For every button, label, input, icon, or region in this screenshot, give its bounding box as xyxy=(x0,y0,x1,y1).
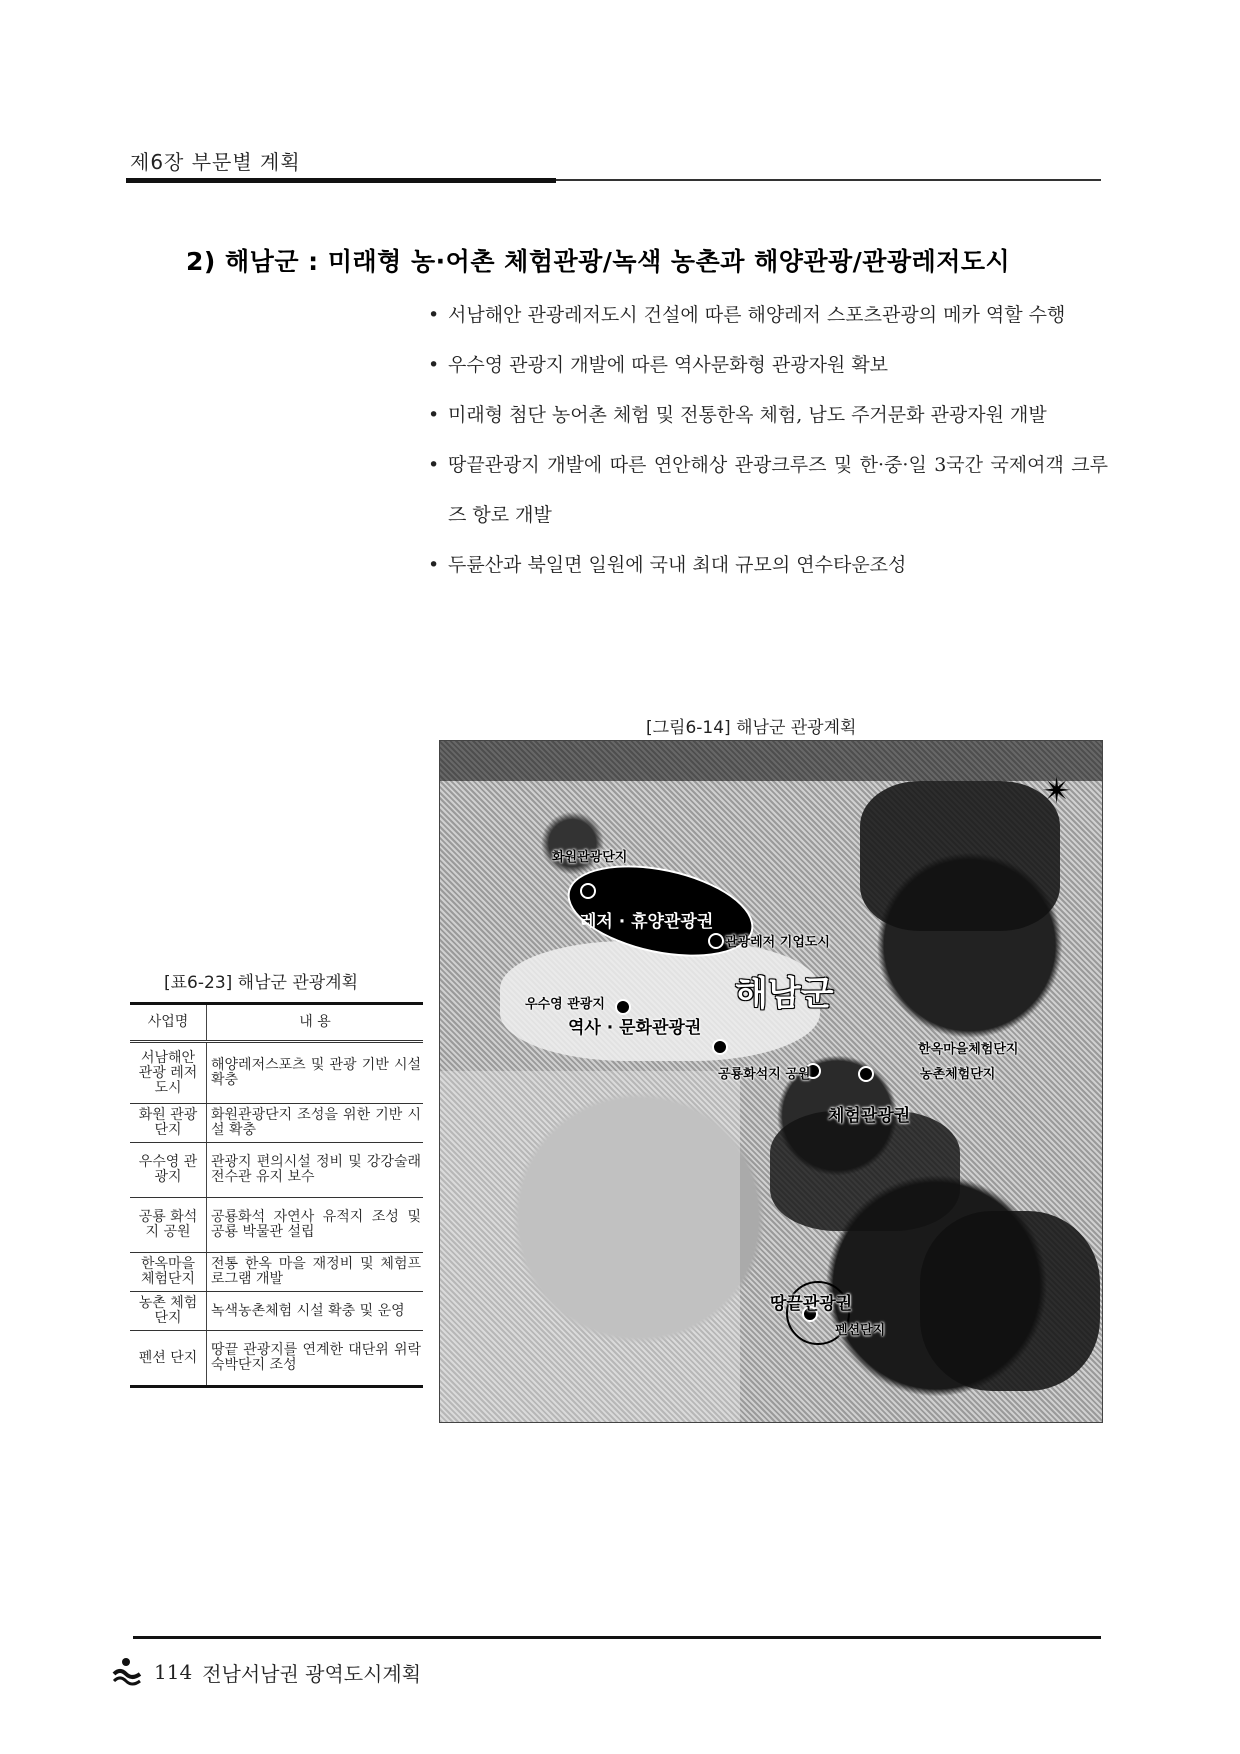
map-terrain xyxy=(860,781,1060,931)
project-name: 펜션 단지 xyxy=(130,1331,207,1387)
project-name: 서남해안 관광 레저도시 xyxy=(130,1042,207,1104)
map-label-ttangkkeut-zone: 땅끝관광권 xyxy=(770,1294,853,1314)
tourism-map xyxy=(439,740,1103,1423)
map-terrain xyxy=(770,1111,960,1231)
project-content: 화원관광단지 조성을 위한 기반 시설 확충 xyxy=(207,1104,424,1143)
project-content: 땅끝 관광지를 연계한 대단위 위락숙박단지 조성 xyxy=(207,1331,424,1387)
column-header-content: 내 용 xyxy=(207,1004,424,1042)
bullet-item: • 우수영 관광지 개발에 따른 역사문화형 관광자원 확보 xyxy=(428,340,1108,390)
table-row xyxy=(130,1104,423,1143)
bullet-item: • 미래형 첨단 농어촌 체험 및 전통한옥 체험, 남도 주거문화 관광자원 개발 xyxy=(428,390,1108,440)
map-terrain xyxy=(920,1211,1100,1391)
location-marker xyxy=(708,933,724,949)
header-rule xyxy=(126,178,556,183)
project-name: 농촌 체험단지 xyxy=(130,1292,207,1331)
table-header-row xyxy=(130,1004,423,1042)
project-name: 우수영 관광지 xyxy=(130,1143,207,1198)
page-number: 114 xyxy=(154,1660,193,1684)
header-rule-thin xyxy=(556,179,1101,181)
table-caption: [표6-23] 해남군 관광계획 xyxy=(164,973,359,993)
map-label-fossil-park: 공룡화석지 공원 xyxy=(718,1067,811,1082)
table-row xyxy=(130,1143,423,1198)
table-row xyxy=(130,1198,423,1253)
page-footer xyxy=(112,1656,421,1688)
bullet-item: • 두륜산과 북일면 일원에 국내 최대 규모의 연수타운조성 xyxy=(428,540,1108,590)
location-marker xyxy=(580,883,596,899)
map-label-pension: 펜션단지 xyxy=(835,1323,886,1338)
table-row xyxy=(130,1253,423,1292)
map-label-history-zone: 역사 · 문화관광권 xyxy=(568,1018,702,1038)
table-row xyxy=(130,1292,423,1331)
bullet-item: • 서남해안 관광레저도시 건설에 따른 해양레저 스포츠관광의 메카 역할 수행 xyxy=(428,290,1108,340)
bullet-item: • 땅끝관광지 개발에 따른 연안해상 관광크루즈 및 한·중·일 3국간 국제여객 크루즈 항로 개발 xyxy=(428,440,1108,540)
map-label-experience-zone: 체험관광권 xyxy=(828,1106,911,1126)
project-content: 녹색농촌체험 시설 확충 및 운영 xyxy=(207,1292,424,1331)
map-label-enterprise-city: 관광레저 기업도시 xyxy=(725,935,830,950)
north-arrow-icon: ✴ xyxy=(1041,771,1072,812)
bullet-list xyxy=(428,290,1108,590)
footer-rule xyxy=(133,1636,1101,1639)
location-marker xyxy=(712,1039,728,1055)
project-name: 한옥마을 체험단지 xyxy=(130,1253,207,1292)
map-label-county: 해남군 xyxy=(735,974,834,1014)
tourism-plan-table xyxy=(130,1002,423,1388)
project-content: 공룡화석 자연사 유적지 조성 및 공룡 박물관 설립 xyxy=(207,1198,424,1253)
project-name: 공룡 화석지 공원 xyxy=(130,1198,207,1253)
table-row xyxy=(130,1042,423,1104)
map-terrain xyxy=(440,741,1102,781)
map-label-farm: 농촌체험단지 xyxy=(920,1067,996,1082)
map-label-hwawon: 화원관광단지 xyxy=(552,850,628,865)
section-title: 2) 해남군 : 미래형 농·어촌 체험관광/녹색 농촌과 해양관광/관광레저도시 xyxy=(186,247,1011,276)
book-title: 전남서남권 광역도시계획 xyxy=(202,1661,422,1686)
project-content: 해양레저스포츠 및 관광 기반 시설 확충 xyxy=(207,1042,424,1104)
column-header-project: 사업명 xyxy=(130,1004,207,1042)
figure-caption: [그림6-14] 해남군 관광계획 xyxy=(646,718,857,738)
running-header: 제6장 부문별 계획 xyxy=(130,150,301,174)
map-sea xyxy=(440,1071,740,1422)
project-content: 전통 한옥 마을 재정비 및 체험프로그램 개발 xyxy=(207,1253,424,1292)
map-label-hanok: 한옥마을체험단지 xyxy=(918,1042,1019,1057)
map-label-usuyeong: 우수영 관광지 xyxy=(525,997,605,1012)
wave-logo-icon xyxy=(112,1656,144,1688)
project-content: 관광지 편의시설 정비 및 강강술래 전수관 유지 보수 xyxy=(207,1143,424,1198)
project-name: 화원 관광단지 xyxy=(130,1104,207,1143)
table-row xyxy=(130,1331,423,1387)
location-marker xyxy=(858,1066,874,1082)
map-label-leisure-zone: 레저 · 휴양관광권 xyxy=(580,912,714,932)
